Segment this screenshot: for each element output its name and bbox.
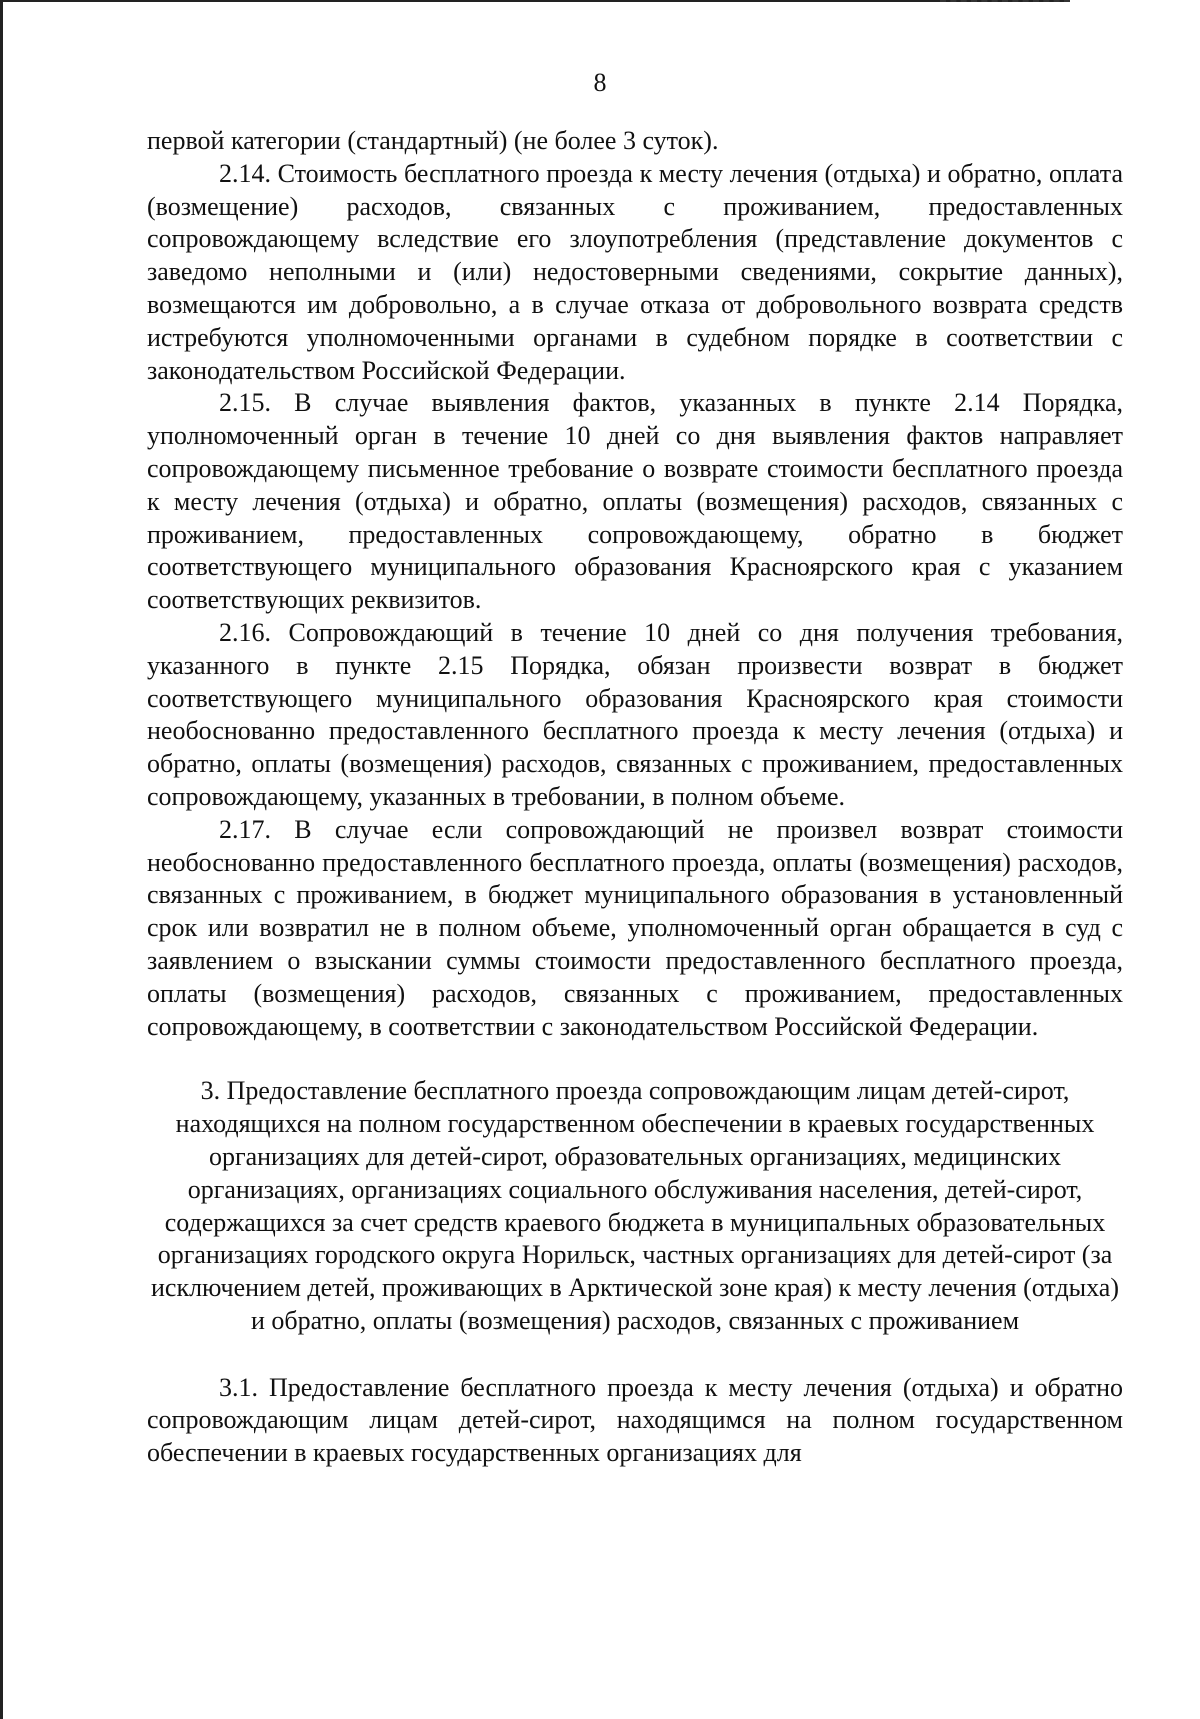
paragraph-2-16: 2.16. Сопровождающий в течение 10 дней со дня получения требования, указанного в пункте 2.15 Порядка, обязан произвести возврат в бюджет соответствующего муниципального образования Красноярского края стоимости необоснованно предоставленного бесплатного проезда к месту лечения (отдыха) и обратно, оплаты (возмещения) расходов, связанных с проживанием, предоставленных сопровождающему, указанных в требовании, в полном объеме. [147,617,1123,811]
document-body [147,125,1123,1470]
scan-edge-top-dash [940,0,1070,2]
scan-edge-top [0,0,1070,2]
section-3-heading: 3. Предоставление бесплатного проезда сопровождающим лицам детей-сирот, находящихся на полном государственном обеспечении в краевых государственных организациях для детей-сирот, образовательных организациях, медицинских организациях, организациях социального обслуживания населения, детей-сирот, содержащихся за счет средств краевого бюджета в муниципальных образовательных организациях городского округа Норильск, частных организациях для детей-сирот (за исключением детей, проживающих в Арктической зоне края) к месту лечения (отдыха) и обратно, оплаты (возмещения) расходов, связанных с проживанием [151,1076,1119,1335]
scan-edge-left [0,0,3,1719]
page-number: 8 [593,68,607,97]
paragraph-continuation: первой категории (стандартный) (не более 3 суток). [147,126,719,155]
paragraph-2-14: 2.14. Стоимость бесплатного проезда к месту лечения (отдыха) и обратно, оплата (возмещение) расходов, связанных с проживанием, предоставленных сопровождающему вследствие его злоупотребления (представление документов с заведомо неполными и (или) недостоверными сведениями, сокрытие данных), возмещаются им добровольно, а в случае отказа от добровольного возврата средств истребуются уполномоченными органами в судебном порядке в соответствии с законодательством Российской Федерации. [147,158,1123,385]
paragraph-3-1: 3.1. Предоставление бесплатного проезда к месту лечения (отдыха) и обратно сопровождающим лицам детей-сирот, находящимся на полном государственном обеспечении в краевых государственных организациях для [147,1372,1123,1468]
paragraph-2-17: 2.17. В случае если сопровождающий не произвел возврат стоимости необоснованно предоставленного бесплатного проезда, оплаты (возмещения) расходов, связанных с проживанием, в бюджет муниципального образования в установленный срок или возвратил не в полном объеме, уполномоченный орган обращается в суд с заявлением о взыскании суммы стоимости предоставленного бесплатного проезда, оплаты (возмещения) расходов, связанных с проживанием, предоставленных сопровождающему, в соответствии с законодательством Российской Федерации. [147,814,1123,1041]
paragraph-2-15: 2.15. В случае выявления фактов, указанных в пункте 2.14 Порядка, уполномоченный орган в течение 10 дней со дня выявления фактов направляет сопровождающему письменное требование о возврате стоимости бесплатного проезда к месту лечения (отдыха) и обратно, оплаты (возмещения) расходов, связанных с проживанием, предоставленных сопровождающему, обратно в бюджет соответствующего муниципального образования Красноярского края с указанием соответствующих реквизитов. [147,388,1123,615]
